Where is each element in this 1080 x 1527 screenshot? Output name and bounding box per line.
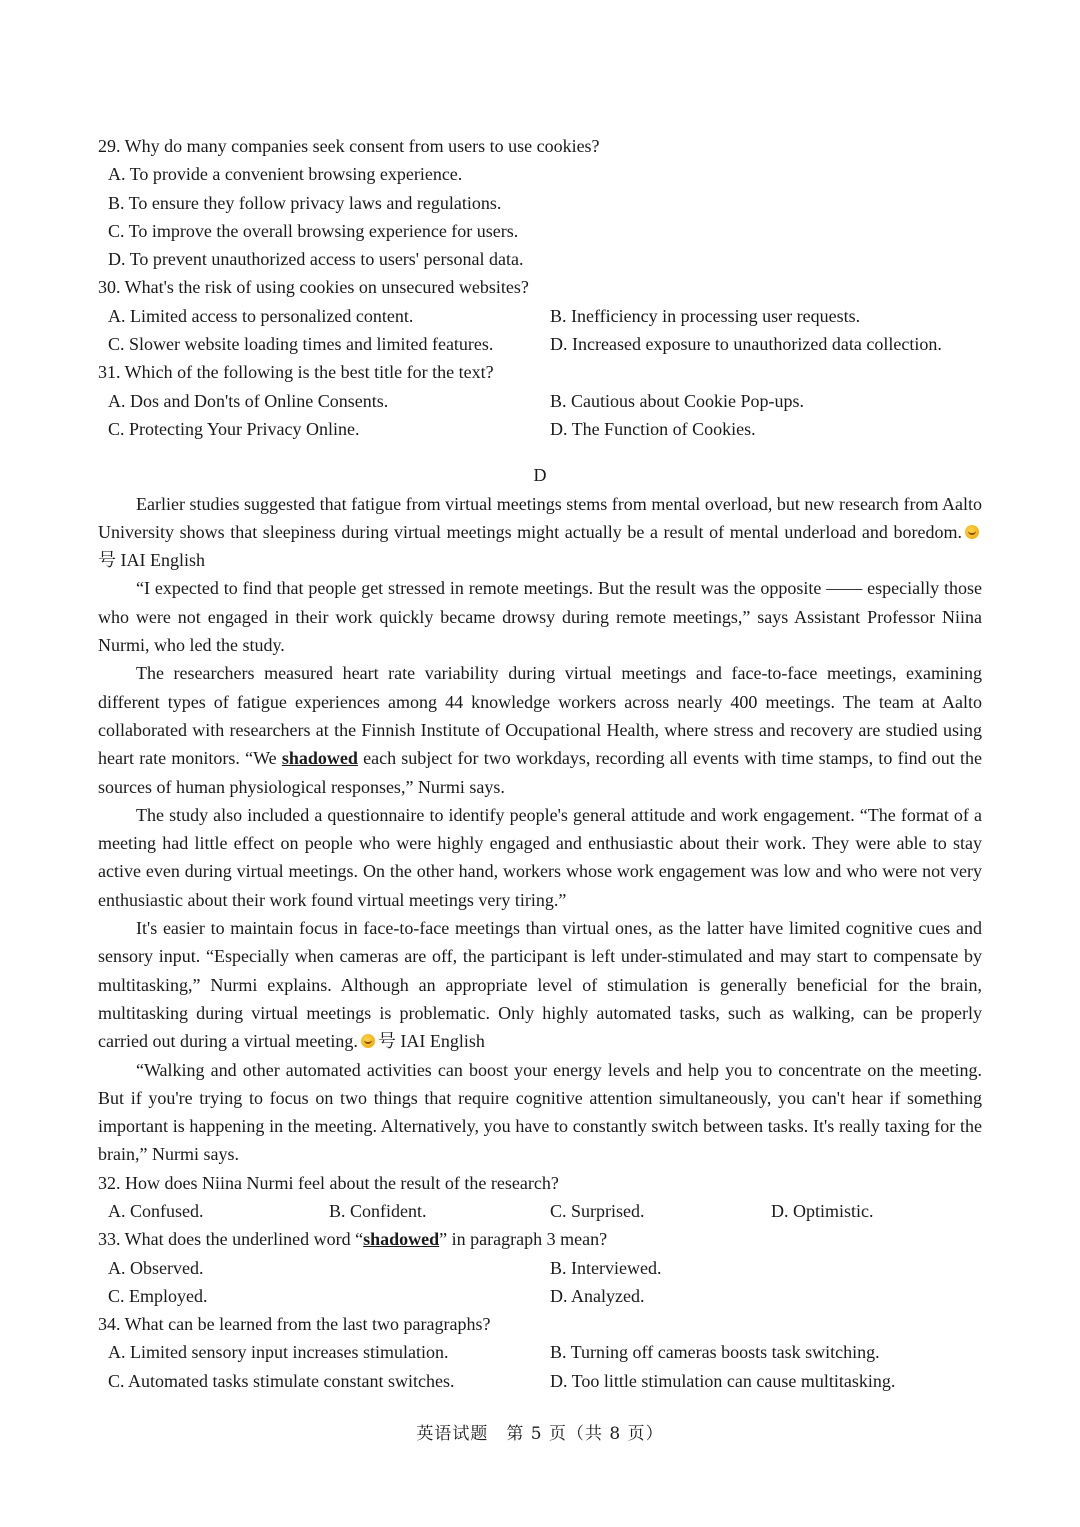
question-33-options-row-2 bbox=[98, 1282, 982, 1310]
paragraph-1-text: Earlier studies suggested that fatigue from virtual meetings stems from mental overload, but new research from Aalto University shows that sleepiness during virtual meetings might actually be a result of mental underload and boredom. bbox=[98, 493, 982, 542]
question-34-option-a: A. Limited sensory input increases stimulation. bbox=[108, 1342, 449, 1363]
question-34-stem: 34. What can be learned from the last two paragraphs? bbox=[98, 1314, 491, 1335]
question-32-option-a: A. Confused. bbox=[108, 1200, 204, 1221]
question-29-option-d: D. To prevent unauthorized access to users' personal data. bbox=[108, 249, 524, 270]
question-33-stem bbox=[98, 1225, 982, 1253]
question-31-option-b: B. Cautious about Cookie Pop-ups. bbox=[550, 390, 805, 411]
question-33-stem-before: 33. What does the underlined word “ bbox=[98, 1229, 364, 1250]
question-32-option-d: D. Optimistic. bbox=[771, 1200, 874, 1221]
question-34-option-d: D. Too little stimulation can cause multitasking. bbox=[550, 1370, 896, 1391]
page-footer: 英语试题 第 5 页（共 8 页） bbox=[416, 1424, 664, 1444]
question-29-option-c: C. To improve the overall browsing experience for users. bbox=[108, 220, 519, 241]
question-31-stem: 31. Which of the following is the best title for the text? bbox=[98, 362, 494, 383]
passage-paragraph-5 bbox=[98, 914, 982, 1055]
question-34-option-b: B. Turning off cameras boosts task switching. bbox=[550, 1342, 880, 1363]
question-33-option-a: A. Observed. bbox=[108, 1257, 204, 1278]
question-30-option-a: A. Limited access to personalized content. bbox=[108, 305, 414, 326]
question-32-option-b: B. Confident. bbox=[329, 1200, 427, 1221]
question-30-options-row-2 bbox=[98, 330, 982, 358]
question-30-option-b: B. Inefficiency in processing user requests. bbox=[550, 305, 861, 326]
question-30-stem: 30. What's the risk of using cookies on unsecured websites? bbox=[98, 277, 529, 298]
question-29-option-b: B. To ensure they follow privacy laws and regulations. bbox=[108, 192, 502, 213]
question-31-options-row-1 bbox=[98, 387, 982, 415]
question-33-stem-after: ” in paragraph 3 mean? bbox=[439, 1229, 608, 1250]
passage-paragraph-3 bbox=[98, 659, 982, 800]
watermark-text: 号 IAI English bbox=[377, 1031, 485, 1052]
question-33-option-d: D. Analyzed. bbox=[550, 1285, 645, 1306]
question-32-option-c: C. Surprised. bbox=[550, 1200, 645, 1221]
question-33-options-row-1 bbox=[98, 1254, 982, 1282]
question-31-option-a: A. Dos and Don'ts of Online Consents. bbox=[108, 390, 389, 411]
question-31-options-row-2 bbox=[98, 415, 982, 443]
question-32-options-row bbox=[98, 1197, 982, 1225]
passage-paragraph-1 bbox=[98, 490, 982, 575]
question-33-underlined-word: shadowed bbox=[363, 1229, 440, 1250]
question-31-option-d: D. The Function of Cookies. bbox=[550, 418, 756, 439]
question-29-option-a: A. To provide a convenient browsing experience. bbox=[108, 164, 463, 185]
paragraph-3-text-after: each subject for two workdays, recording all events with time stamps, to find out the sources of human physiological responses,” Nurmi says. bbox=[98, 748, 983, 797]
exam-page bbox=[98, 132, 982, 1395]
paragraph-3-text-before: The researchers measured heart rate variability during virtual meetings and face-to-face meetings, examining different types of fatigue experiences among 44 knowledge workers across nearly 400 meetings. The team at Aalto collaborated with researchers at the Finnish Institute of Occupational Health, where stress and recovery are studied using heart rate monitors. “We bbox=[98, 663, 982, 769]
watermark-text: 号 IAI English bbox=[98, 550, 205, 571]
question-33-option-b: B. Interviewed. bbox=[550, 1257, 662, 1278]
underlined-word: shadowed bbox=[281, 748, 358, 769]
question-30-options-row-1 bbox=[98, 302, 982, 330]
passage-paragraph-6: “Walking and other automated activities can boost your energy levels and help you to concentrate on the meeting. But if you're trying to focus on two things that require cognitive attention simultaneously, you can't hear if something important is happening in the meeting. Alternatively, you have to constantly switch between tasks. It's really taxing for the brain,” Nurmi says. bbox=[98, 1059, 982, 1165]
paragraph-5-text: It's easier to maintain focus in face-to-face meetings than virtual ones, as the latter have limited cognitive cues and sensory input. “Especially when cameras are off, the participant is left under-stimulated and may start to compensate by multitasking,” Nurmi explains. Although an appropriate level of stimulation is generally beneficial for the brain, multitasking during virtual meetings is problematic. Only highly automated tasks, such as walking, can be properly carried out during a virtual meeting. bbox=[98, 918, 982, 1052]
section-label: D bbox=[533, 465, 547, 486]
question-34-options-row-1 bbox=[98, 1338, 982, 1366]
question-34-options-row-2 bbox=[98, 1367, 982, 1395]
question-32-stem: 32. How does Niina Nurmi feel about the result of the research? bbox=[98, 1172, 559, 1193]
watermark-emoji-icon bbox=[361, 1034, 375, 1048]
passage-paragraph-2: “I expected to find that people get stressed in remote meetings. But the result was the opposite —— especially those who were not engaged in their work quickly became drowsy during remote meetings,” says Assistant Professor Niina Nurmi, who led the study. bbox=[98, 578, 982, 656]
question-33-option-c: C. Employed. bbox=[108, 1285, 208, 1306]
question-30-option-d: D. Increased exposure to unauthorized data collection. bbox=[550, 334, 942, 355]
watermark-emoji-icon bbox=[965, 525, 979, 539]
question-31-option-c: C. Protecting Your Privacy Online. bbox=[108, 418, 360, 439]
passage-paragraph-4: The study also included a questionnaire to identify people's general attitude and work engagement. “The format of a meeting had little effect on people who were highly engaged and enthusiastic about their work. They were able to stay active even during virtual meetings. On the other hand, workers whose work engagement was low and who were not very enthusiastic about their work found virtual meetings very tiring.” bbox=[98, 804, 982, 910]
question-29-stem: 29. Why do many companies seek consent from users to use cookies? bbox=[98, 136, 600, 156]
question-30-option-c: C. Slower website loading times and limited features. bbox=[108, 334, 494, 355]
question-34-option-c: C. Automated tasks stimulate constant switches. bbox=[108, 1370, 455, 1391]
